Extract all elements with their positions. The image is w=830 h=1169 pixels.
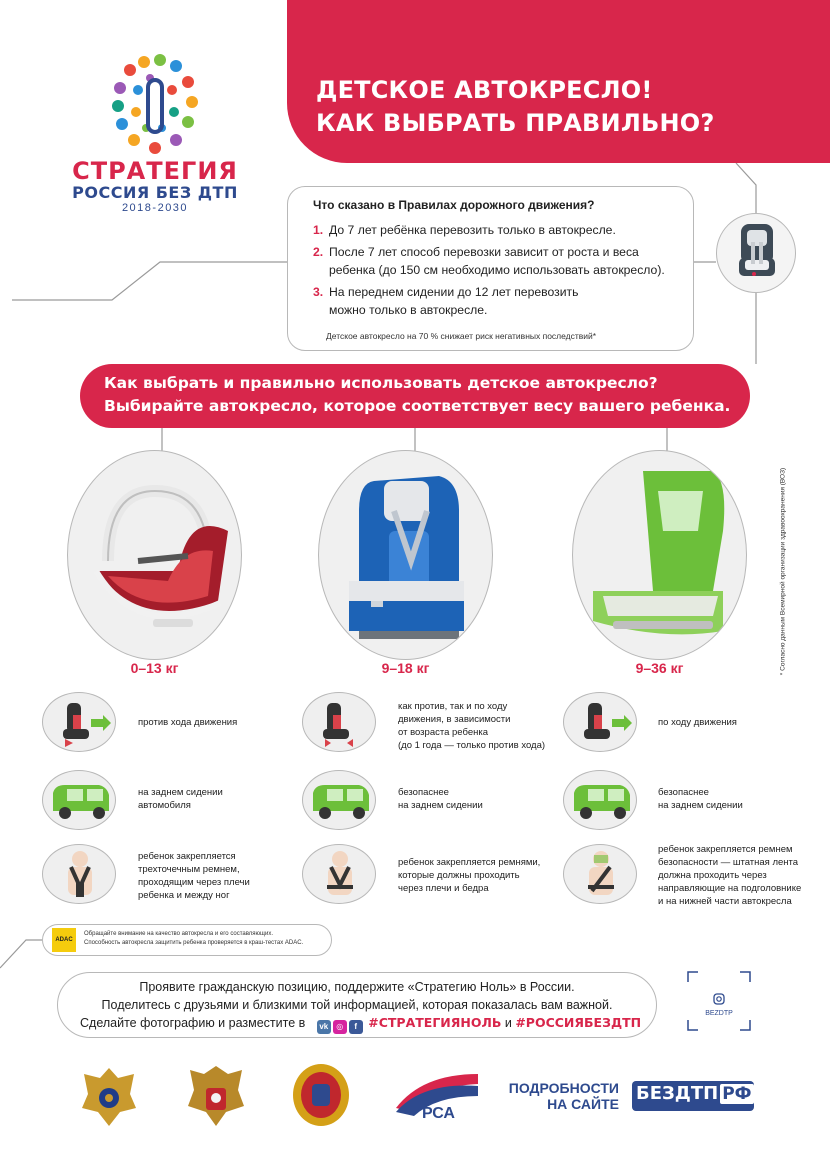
- belt-icon: [42, 844, 116, 904]
- rules-title: Что сказано в Правилах дорожного движения?: [313, 198, 595, 212]
- seat-position-icon: [302, 770, 376, 830]
- adac-note-text: Обращайте внимание на качество автокресла и его составляющих. Способность автокресла защитить ребенка проверяется в краш-тестах ADAC.: [84, 931, 304, 946]
- infant-carrier-image: [67, 450, 242, 660]
- direction-icon: [42, 692, 116, 752]
- car-seat-icon: [717, 214, 797, 294]
- rules-note: Детское автокресло на 70 % снижает риск негативных последствий*: [326, 331, 597, 341]
- belt-text: ребенок закрепляется трехточечным ремнем, проходящим через плечи ребенка и между ног: [138, 851, 250, 901]
- booster-seat-thumbnail: [716, 213, 796, 293]
- rule-text: До 7 лет ребёнка перевозить только в автокресле.: [329, 223, 616, 237]
- banner-line1: Как выбрать и правильно использовать детское автокресло?: [104, 374, 658, 392]
- rule-number: 2.: [313, 245, 324, 259]
- car-icon: [564, 771, 637, 830]
- forward-facing-icon: [564, 693, 637, 752]
- cta-line2: Поделитесь с друзьями и близкими той информацией, которая показалась вам важной.: [101, 998, 613, 1012]
- rear-facing-icon: [43, 693, 116, 752]
- seat-position-text: на заднем сидении автомобиля: [138, 787, 223, 811]
- child-harness-icon: [43, 845, 116, 904]
- rsa-logo-icon: [392, 1068, 482, 1120]
- toddler-seat-image: [318, 450, 493, 660]
- cta-line1: Проявите гражданскую позицию, поддержите «Стратегию Ноль» в России.: [139, 980, 575, 994]
- more-info-line1: ПОДРОБНОСТИ: [508, 1080, 619, 1096]
- adac-logo: ADAC: [52, 928, 76, 952]
- vk-icon[interactable]: vk: [317, 1020, 331, 1034]
- hashtag-strategy-zero[interactable]: #СТРАТЕГИЯНОЛЬ: [368, 1015, 502, 1030]
- toddler-seat-icon: [319, 451, 493, 660]
- website-rf: РФ: [722, 1084, 752, 1104]
- website-main: БЕЗДТП: [636, 1083, 719, 1104]
- instagram-icon[interactable]: ◎: [333, 1020, 347, 1034]
- seat-position-text: безопаснее на заднем сидении: [658, 787, 743, 811]
- belt-text: ребенок закрепляется ремнями, которые должны проходить через плечи и бедра: [398, 857, 541, 894]
- direction-icon: [563, 692, 637, 752]
- cta-and: и: [504, 1016, 512, 1030]
- rule-number: 3.: [313, 285, 324, 299]
- seat-position-icon: [563, 770, 637, 830]
- strategy-logo-icon: [110, 50, 200, 156]
- direction-text: по ходу движения: [658, 717, 737, 728]
- cta-line3-prefix: Сделайте фотографию и разместите в: [80, 1016, 306, 1030]
- seat-belt-icon: [564, 845, 637, 904]
- rsa-logo-text: РСА: [422, 1105, 455, 1120]
- facebook-icon[interactable]: f: [349, 1020, 363, 1034]
- car-icon: [43, 771, 116, 830]
- belt-icon: [563, 844, 637, 904]
- weight-label: 9–36 кг: [635, 660, 684, 676]
- more-info-line2: НА САЙТЕ: [547, 1096, 619, 1112]
- rule-item: [313, 283, 578, 319]
- cta-line3: [80, 1015, 641, 1034]
- instagram-handle[interactable]: BEZDTP: [705, 1010, 733, 1017]
- rule-number: 1.: [313, 223, 324, 237]
- belt-icon: [302, 844, 376, 904]
- rule-text: После 7 лет способ перевозки зависит от роста и веса ребенка (до 150 см необходимо использовать автокресло).: [329, 245, 665, 277]
- banner-line2: Выбирайте автокресло, которое соответствует весу вашего ребенка.: [104, 397, 731, 415]
- belt-text: ребенок закрепляется ремнем безопасности — штатная лента должна проходить через направляющие на подголовнике и на нижней части автокресла: [658, 844, 802, 907]
- rule-item: [313, 243, 665, 279]
- child-harness-icon: [303, 845, 376, 904]
- page-title-line2: КАК ВЫБРАТЬ ПРАВИЛЬНО?: [316, 109, 715, 137]
- weight-label: 0–13 кг: [130, 660, 179, 676]
- infant-carrier-icon: [68, 451, 242, 660]
- seat-position-text: безопаснее на заднем сидении: [398, 787, 483, 811]
- side-footnote-text: * Согласно данным Всемирной организации здравоохранения (ВОЗ): [779, 467, 787, 676]
- rule-text: На переднем сидении до 12 лет перевозить можно только в автокресле.: [329, 285, 579, 317]
- weight-label: 9–18 кг: [381, 660, 430, 676]
- page-title-line1: ДЕТСКОЕ АВТОКРЕСЛО!: [316, 76, 653, 104]
- booster-seat-icon: [573, 451, 747, 660]
- website-link[interactable]: [636, 1083, 754, 1104]
- seat-position-icon: [42, 770, 116, 830]
- mvd-emblem-icon: [186, 1062, 246, 1130]
- ministry-emblem-icon: [78, 1064, 140, 1130]
- logo-subtitle: РОССИЯ БЕЗ ДТП: [72, 183, 238, 202]
- instagram-frame-icon[interactable]: [686, 970, 752, 1032]
- hashtag-russia-no-accidents[interactable]: #РОССИЯБЕЗДТП: [515, 1015, 642, 1030]
- car-icon: [303, 771, 376, 830]
- both-directions-icon: [303, 693, 376, 752]
- rule-item: [313, 221, 616, 239]
- side-footnote: [776, 467, 790, 680]
- page-title: [316, 74, 816, 140]
- direction-icon: [302, 692, 376, 752]
- logo-title: СТРАТЕГИЯ: [72, 157, 238, 185]
- direction-text: против хода движения: [138, 717, 238, 728]
- traffic-police-emblem-icon: [290, 1062, 352, 1128]
- booster-seat-image: [572, 450, 747, 660]
- logo-years: 2018-2030: [121, 202, 189, 214]
- direction-text: как против, так и по ходу движения, в зависимости от возраста ребенка (до 1 года — только против хода): [398, 701, 546, 751]
